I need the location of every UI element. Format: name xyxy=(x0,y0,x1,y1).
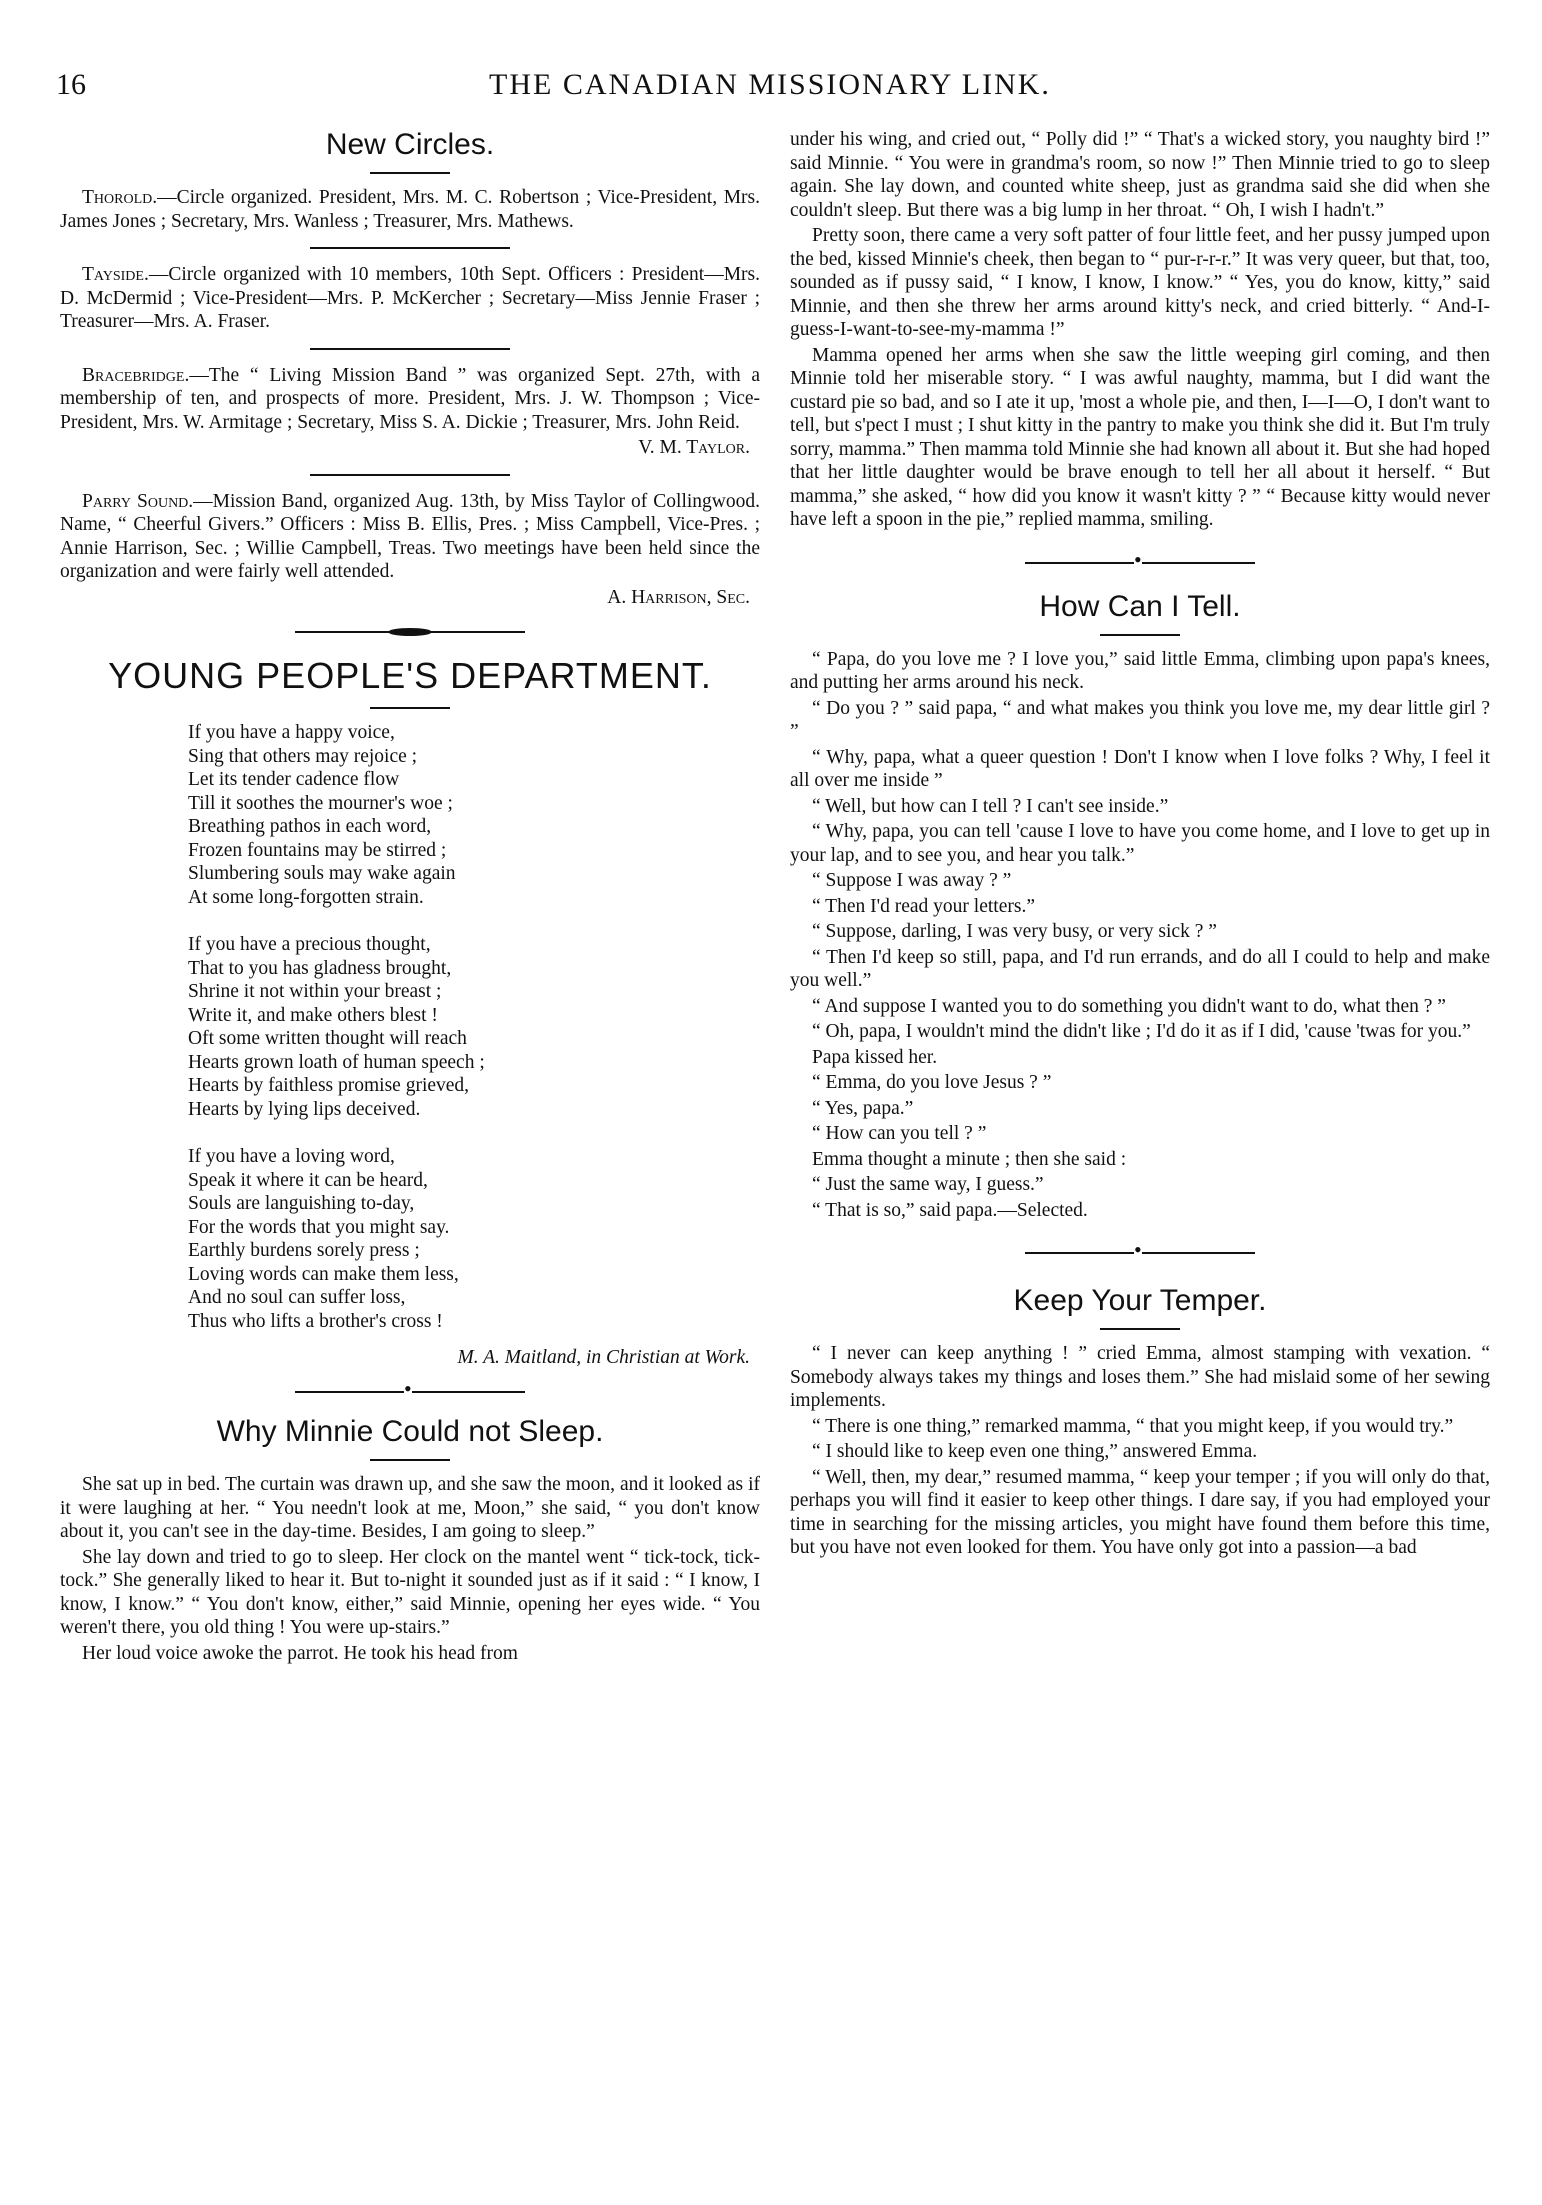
notice-place: Tayside. xyxy=(82,264,149,285)
poem-line: Earthly burdens sorely press ; xyxy=(188,1240,420,1261)
divider xyxy=(370,707,450,709)
poem-line: Frozen fountains may be stirred ; xyxy=(188,839,447,861)
divider xyxy=(1100,1328,1180,1330)
story-paragraph: “ That is so,” said papa.—Selected. xyxy=(812,1199,1088,1221)
story-paragraph: “ Just the same way, I guess.” xyxy=(812,1174,1044,1195)
poem-attribution: M. A. Maitland, in Christian at Work. xyxy=(457,1347,750,1368)
how-can-i-tell-section xyxy=(790,590,1490,1223)
page-number: 16 xyxy=(56,68,86,101)
poem-line: If you have a loving word, xyxy=(188,1146,395,1167)
story-paragraph: “ Yes, papa.” xyxy=(812,1097,914,1119)
notice-paragraph xyxy=(60,263,760,334)
ornament-rule xyxy=(1025,1252,1255,1254)
story-title: Keep Your Temper. xyxy=(1013,1284,1267,1317)
divider xyxy=(310,247,510,249)
right-column xyxy=(790,128,1490,1562)
story-paragraph: “ And suppose I wanted you to do something you didn't want to do, what then ? ” xyxy=(812,995,1446,1017)
story-paragraph: “ Well, then, my dear,” resumed mamma, “ keep your temper ; if you will only do that, perhaps you will find it easier to keep other things. I dare say, if you had employed your time in searching for the missing articles, you might have found them before this time, but you have not even looked for them. You have only got into a passion—a bad xyxy=(790,1466,1490,1558)
keep-your-temper-section xyxy=(790,1284,1490,1560)
ornament-rule xyxy=(295,631,525,633)
poem-line: Till it soothes the mourner's woe ; xyxy=(188,792,453,814)
running-title: THE CANADIAN MISSIONARY LINK. xyxy=(489,68,1051,101)
poem-stanza xyxy=(188,1145,760,1333)
ornament-rule xyxy=(1025,562,1255,564)
story-paragraph: “ Suppose, darling, I was very busy, or very sick ? ” xyxy=(812,921,1217,942)
notice-bracebridge xyxy=(60,364,760,460)
section-title: New Circles. xyxy=(325,128,495,161)
poem-line: And no soul can suffer loss, xyxy=(188,1287,406,1308)
story-paragraph: “ There is one thing,” remarked mamma, “ that you might keep, if you would try.” xyxy=(812,1415,1454,1437)
notice-text: —Circle organized with 10 members, 10th Sept. Officers : President—Mrs. D. McDermid ; Vice-President—Mrs. P. McKercher ; Secretary—Miss Jennie Fraser ; Treasurer—Mrs. A. Fraser. xyxy=(60,264,760,332)
notice-signature: A. Harrison, Sec. xyxy=(607,586,750,608)
minnie-story-section xyxy=(60,1415,760,1665)
poem-line: Hearts by faithless promise grieved, xyxy=(188,1075,470,1096)
poem-line: Write it, and make others blest ! xyxy=(188,1004,438,1026)
poem-line: Loving words can make them less, xyxy=(188,1263,459,1285)
story-title: Why Minnie Could not Sleep. xyxy=(216,1415,604,1448)
notice-paragraph xyxy=(60,186,760,233)
poem-line: Speak it where it can be heard, xyxy=(188,1169,428,1191)
poem-line: Hearts grown loath of human speech ; xyxy=(188,1051,485,1073)
story-paragraph: “ Do you ? ” said papa, “ and what makes you think you love me, my dear little girl ? ” xyxy=(790,697,1490,742)
poem-line: Let its tender cadence flow xyxy=(188,769,400,790)
story-paragraph: “ Why, papa, you can tell 'cause I love to have you come home, and I love to get up in your lap, and to see you, and hear you talk.” xyxy=(790,821,1490,866)
notice-text: —Circle organized. President, Mrs. M. C. Robertson ; Vice-President, Mrs. James Jones ; Secretary, Mrs. Wanless ; Treasurer, Mrs. Mathews. xyxy=(60,187,760,232)
poem-line: Souls are languishing to-day, xyxy=(188,1193,415,1214)
left-column xyxy=(60,128,760,1667)
story-paragraph: “ Emma, do you love Jesus ? ” xyxy=(812,1072,1052,1093)
poem-line: At some long-forgotten strain. xyxy=(188,886,424,908)
notice-place: Thorold. xyxy=(82,187,158,208)
young-peoples-section xyxy=(60,655,760,1369)
notice-place: Parry Sound. xyxy=(82,490,194,512)
ornament-rule xyxy=(295,1391,525,1393)
divider xyxy=(310,348,510,350)
story-paragraph: She lay down and tried to go to sleep. Her clock on the mantel went “ tick-tock, tick-tock.” She generally liked to hear it. But to-night it sounded just as if it said : “ I know, I know, I know.” “ You don't know, either,” said Minnie, opening her eyes wide. “ You weren't there, you old thing ! You were up-stairs.” xyxy=(60,1546,760,1638)
poem-stanza xyxy=(188,721,760,909)
story-paragraph: “ Then I'd keep so still, papa, and I'd run errands, and do all I could to help and make you well.” xyxy=(790,946,1490,991)
notice-paragraph xyxy=(60,364,760,435)
story-paragraph: Pretty soon, there came a very soft patter of four little feet, and her pussy jumped upon the bed, kissed Minnie's cheek, then began to “ pur-r-r-r.” It was very queer, but that, too, sounded as if pussy said, “ I know, I know, I know.” “ Yes, you do know, kitty,” said Minnie, and then she threw her arms around kitty's neck, and cried bitterly. “ And-I-guess-I-want-to-see-my-mamma !” xyxy=(790,225,1490,340)
notice-parry-sound xyxy=(60,490,760,610)
poem xyxy=(188,721,760,1333)
poem-line: Slumbering souls may wake again xyxy=(188,863,456,884)
poem-line: Thus who lifts a brother's cross ! xyxy=(188,1310,443,1332)
notice-place: Bracebridge. xyxy=(82,364,190,386)
story-paragraph: Mamma opened her arms when she saw the little weeping girl coming, and then Minnie told her miserable story. “ I was awful naughty, mamma, but I did want the custard pie so bad, and so I ate it up, 'most a whole pie, and then, I—I—O, I don't want to tell, but s'pect I must ; I shut kitty in the pantry to make you think she did it. But I'm truly sorry, mamma.” Then mamma told Minnie she had known all about it. But she had hoped that her little daughter would be brave enough to tell her all about it herself. “ But mamma,” she asked, “ how did you know it wasn't kitty ? ” “ Because kitty would never have left a spoon in the pie,” replied mamma, smiling. xyxy=(790,344,1490,530)
story-paragraph: “ Papa, do you love me ? I love you,” said little Emma, climbing upon papa's knees, and putting her arms around his neck. xyxy=(790,648,1490,693)
story-paragraph: “ Suppose I was away ? ” xyxy=(812,870,1012,891)
story-paragraph: “ I should like to keep even one thing,” answered Emma. xyxy=(812,1441,1258,1462)
notice-signature: V. M. Taylor. xyxy=(638,437,750,458)
notice-tayside xyxy=(60,263,760,334)
department-title: YOUNG PEOPLE'S DEPARTMENT. xyxy=(108,655,712,696)
divider xyxy=(370,172,450,174)
story-paragraph: under his wing, and cried out, “ Polly did !” “ That's a wicked story, you naughty bird !” said Minnie. “ You were in grandma's room, so now !” Then Minnie tried to go to sleep again. She lay down, and counted white sheep, just as grandma said she did when she couldn't sleep. But there was a big lump in her throat. “ Oh, I wish I hadn't.” xyxy=(790,129,1490,221)
page-header xyxy=(50,62,1490,112)
story-paragraph: “ I never can keep anything ! ” cried Emma, almost stamping with vexation. “ Somebody always takes my things and loses them.” She had mislaid some of her sewing implements. xyxy=(790,1343,1490,1411)
story-paragraph: “ Then I'd read your letters.” xyxy=(812,895,1035,917)
poem-line: If you have a happy voice, xyxy=(188,722,395,743)
notice-text: —The “ Living Mission Band ” was organized Sept. 27th, with a membership of ten, and prospects of more. President, Mrs. J. W. Thompson ; Vice-President, Mrs. W. Armitage ; Secretary, Miss S. A. Dickie ; Treasurer, Mrs. John Reid. xyxy=(60,364,760,433)
story-paragraph: “ Why, papa, what a queer question ! Don't I know when I love folks ? Why, I feel it all over me inside ” xyxy=(790,746,1490,791)
notice-thorold xyxy=(60,186,760,233)
poem-line: That to you has gladness brought, xyxy=(188,957,452,979)
story-paragraph: Her loud voice awoke the parrot. He took his head from xyxy=(82,1642,518,1664)
divider xyxy=(310,474,510,476)
story-paragraph: “ Oh, papa, I wouldn't mind the didn't like ; I'd do it as if I did, 'cause 'twas for you.” xyxy=(812,1021,1471,1042)
story-paragraph: Emma thought a minute ; then she said : xyxy=(812,1148,1127,1170)
poem-line: Hearts by lying lips deceived. xyxy=(188,1098,421,1120)
notice-paragraph xyxy=(60,490,760,584)
poem-line: For the words that you might say. xyxy=(188,1216,450,1238)
story-paragraph: Papa kissed her. xyxy=(812,1046,938,1068)
story-paragraph: She sat up in bed. The curtain was drawn up, and she saw the moon, and it looked as if it were laughing at her. “ You needn't look at me, Moon,” she said, “ you don't know about it, you can't see in the day-time. Besides, I am going to sleep.” xyxy=(60,1474,760,1542)
minnie-story-continued xyxy=(790,128,1490,532)
poem-line: Breathing pathos in each word, xyxy=(188,816,432,837)
notice-text: —Mission Band, organized Aug. 13th, by Miss Taylor of Collingwood. Name, “ Cheerful Givers.” Officers : Miss B. Ellis, Pres. ; Miss Campbell, Vice-Pres. ; Annie Harrison, Sec. ; Willie Campbell, Treas. Two meetings have been held since the organization and were fairly well attended. xyxy=(60,490,760,582)
divider xyxy=(370,1459,450,1461)
poem-line: Shrine it not within your breast ; xyxy=(188,981,442,1002)
story-title: How Can I Tell. xyxy=(1039,589,1241,623)
story-paragraph: “ How can you tell ? ” xyxy=(812,1123,987,1144)
poem-line: Sing that others may rejoice ; xyxy=(188,745,418,767)
poem-line: Oft some written thought will reach xyxy=(188,1028,467,1049)
new-circles-section xyxy=(60,128,760,609)
story-paragraph: “ Well, but how can I tell ? I can't see inside.” xyxy=(812,795,1169,817)
divider xyxy=(1100,634,1180,636)
poem-line: If you have a precious thought, xyxy=(188,934,431,955)
poem-stanza xyxy=(188,933,760,1121)
